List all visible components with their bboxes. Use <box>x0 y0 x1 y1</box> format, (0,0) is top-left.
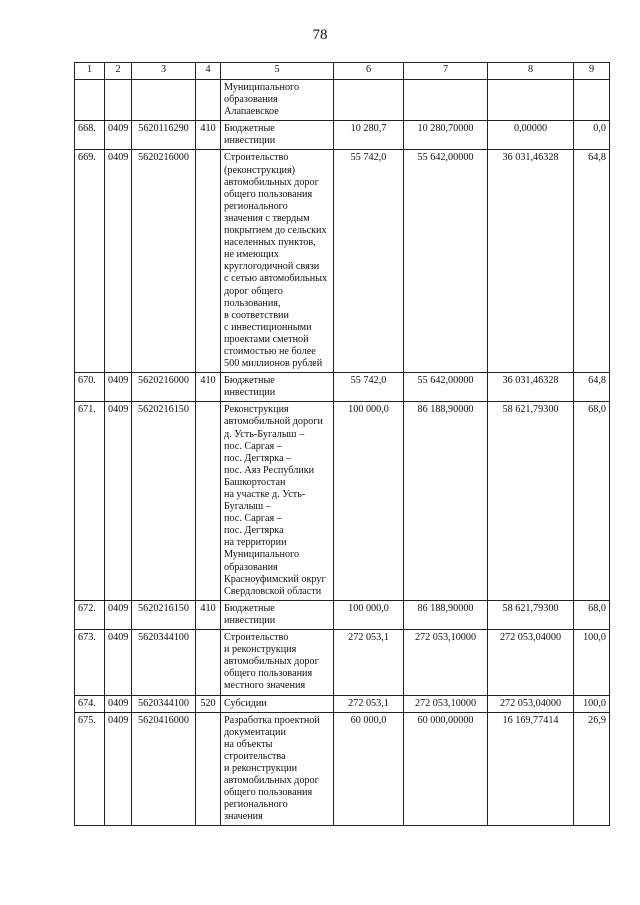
executed-amount-cell: 0,00000 <box>488 121 574 150</box>
table-row <box>75 712 610 826</box>
plan-amount-cell: 55 742,0 <box>334 373 404 402</box>
approved-amount-cell: 55 642,00000 <box>404 373 488 402</box>
expense-type-cell <box>196 712 221 826</box>
item-name-cell: Строительство и реконструкция автомобильных дорог общего пользования местного значения <box>221 630 334 695</box>
row-number-cell: 674. <box>75 695 105 712</box>
table-row <box>75 373 610 402</box>
target-article-cell: 5620344100 <box>132 695 196 712</box>
execution-percent-cell: 100,0 <box>574 695 610 712</box>
item-name-cell: Бюджетные инвестиции <box>221 373 334 402</box>
row-number-cell: 675. <box>75 712 105 826</box>
column-header: 5 <box>221 63 334 80</box>
target-article-cell: 5620216000 <box>132 373 196 402</box>
execution-percent-cell: 68,0 <box>574 600 610 629</box>
column-header: 7 <box>404 63 488 80</box>
section-code-cell: 0409 <box>105 712 132 826</box>
executed-amount-cell: 36 031,46328 <box>488 373 574 402</box>
item-name-cell: Бюджетные инвестиции <box>221 600 334 629</box>
target-article-cell: 5620216150 <box>132 600 196 629</box>
executed-amount-cell: 272 053,04000 <box>488 695 574 712</box>
column-header: 9 <box>574 63 610 80</box>
executed-amount-cell: 58 621,79300 <box>488 600 574 629</box>
section-code-cell: 0409 <box>105 402 132 601</box>
approved-amount-cell: 55 642,00000 <box>404 150 488 373</box>
column-header: 6 <box>334 63 404 80</box>
approved-amount-cell: 60 000,00000 <box>404 712 488 826</box>
plan-amount-cell: 10 280,7 <box>334 121 404 150</box>
table-row <box>75 630 610 695</box>
section-code-cell: 0409 <box>105 600 132 629</box>
expense-type-cell: 520 <box>196 695 221 712</box>
row-number-cell: 669. <box>75 150 105 373</box>
approved-amount-cell: 86 188,90000 <box>404 402 488 601</box>
plan-amount-cell: 60 000,0 <box>334 712 404 826</box>
executed-amount-cell: 36 031,46328 <box>488 150 574 373</box>
row-number-cell <box>75 80 105 121</box>
execution-percent-cell: 64,8 <box>574 150 610 373</box>
section-code-cell <box>105 80 132 121</box>
row-number-cell: 672. <box>75 600 105 629</box>
target-article-cell: 5620416000 <box>132 712 196 826</box>
table-row <box>75 150 610 373</box>
item-name-cell: Субсидии <box>221 695 334 712</box>
plan-amount-cell: 272 053,1 <box>334 695 404 712</box>
executed-amount-cell <box>488 80 574 121</box>
expense-type-cell: 410 <box>196 121 221 150</box>
execution-percent-cell: 26,9 <box>574 712 610 826</box>
section-code-cell: 0409 <box>105 150 132 373</box>
approved-amount-cell: 86 188,90000 <box>404 600 488 629</box>
table-row <box>75 600 610 629</box>
section-code-cell: 0409 <box>105 630 132 695</box>
target-article-cell <box>132 80 196 121</box>
column-header: 2 <box>105 63 132 80</box>
executed-amount-cell: 58 621,79300 <box>488 402 574 601</box>
target-article-cell: 5620216150 <box>132 402 196 601</box>
table-row <box>75 402 610 601</box>
execution-percent-cell: 68,0 <box>574 402 610 601</box>
target-article-cell: 5620116290 <box>132 121 196 150</box>
header-row <box>75 63 610 80</box>
approved-amount-cell <box>404 80 488 121</box>
column-header: 3 <box>132 63 196 80</box>
page-number: 78 <box>312 27 328 43</box>
executed-amount-cell: 16 169,77414 <box>488 712 574 826</box>
item-name-cell: Разработка проектной документации на объекты строительства и реконструкции автомобильных дорог общего пользования регионального значения <box>221 712 334 826</box>
approved-amount-cell: 272 053,10000 <box>404 695 488 712</box>
plan-amount-cell: 100 000,0 <box>334 600 404 629</box>
item-name-cell: Бюджетные инвестиции <box>221 121 334 150</box>
column-header: 4 <box>196 63 221 80</box>
execution-percent-cell <box>574 80 610 121</box>
plan-amount-cell: 100 000,0 <box>334 402 404 601</box>
expense-type-cell <box>196 402 221 601</box>
table-body <box>75 80 610 826</box>
row-number-cell: 671. <box>75 402 105 601</box>
execution-percent-cell: 100,0 <box>574 630 610 695</box>
item-name-cell: Строительство (реконструкция) автомобильных дорог общего пользования регионального значения с твердым покрытием до сельских населенных пунктов, не имеющих круглогодичной связи с сетью автомобильных дорог общего пользования, в соответствии с инвестиционными проектами сметной стоимостью не более 500 миллионов рублей <box>221 150 334 373</box>
plan-amount-cell: 272 053,1 <box>334 630 404 695</box>
item-name-cell: Реконструкция автомобильной дороги д. Усть-Бугалыш – пос. Саргая – пос. Дегтярка – пос. Аяз Республики Башкортостан на участке д. Усть- Бугалыш – пос. Саргая – пос. Дегтярка на территории Муниципального образования Красноуфимский округ Свердловской области <box>221 402 334 601</box>
section-code-cell: 0409 <box>105 695 132 712</box>
table-row <box>75 695 610 712</box>
approved-amount-cell: 10 280,70000 <box>404 121 488 150</box>
execution-percent-cell: 0,0 <box>574 121 610 150</box>
expense-type-cell <box>196 630 221 695</box>
table-row <box>75 121 610 150</box>
row-number-cell: 673. <box>75 630 105 695</box>
target-article-cell: 5620216000 <box>132 150 196 373</box>
column-header: 1 <box>75 63 105 80</box>
item-name-cell: Муниципального образования Алапаевское <box>221 80 334 121</box>
target-article-cell: 5620344100 <box>132 630 196 695</box>
row-number-cell: 670. <box>75 373 105 402</box>
expense-type-cell: 410 <box>196 373 221 402</box>
executed-amount-cell: 272 053,04000 <box>488 630 574 695</box>
expense-type-cell: 410 <box>196 600 221 629</box>
expense-type-cell <box>196 80 221 121</box>
expense-type-cell <box>196 150 221 373</box>
execution-percent-cell: 64,8 <box>574 373 610 402</box>
column-header: 8 <box>488 63 574 80</box>
section-code-cell: 0409 <box>105 373 132 402</box>
plan-amount-cell: 55 742,0 <box>334 150 404 373</box>
row-number-cell: 668. <box>75 121 105 150</box>
budget-table <box>74 62 610 826</box>
plan-amount-cell <box>334 80 404 121</box>
approved-amount-cell: 272 053,10000 <box>404 630 488 695</box>
section-code-cell: 0409 <box>105 121 132 150</box>
table-row <box>75 80 610 121</box>
